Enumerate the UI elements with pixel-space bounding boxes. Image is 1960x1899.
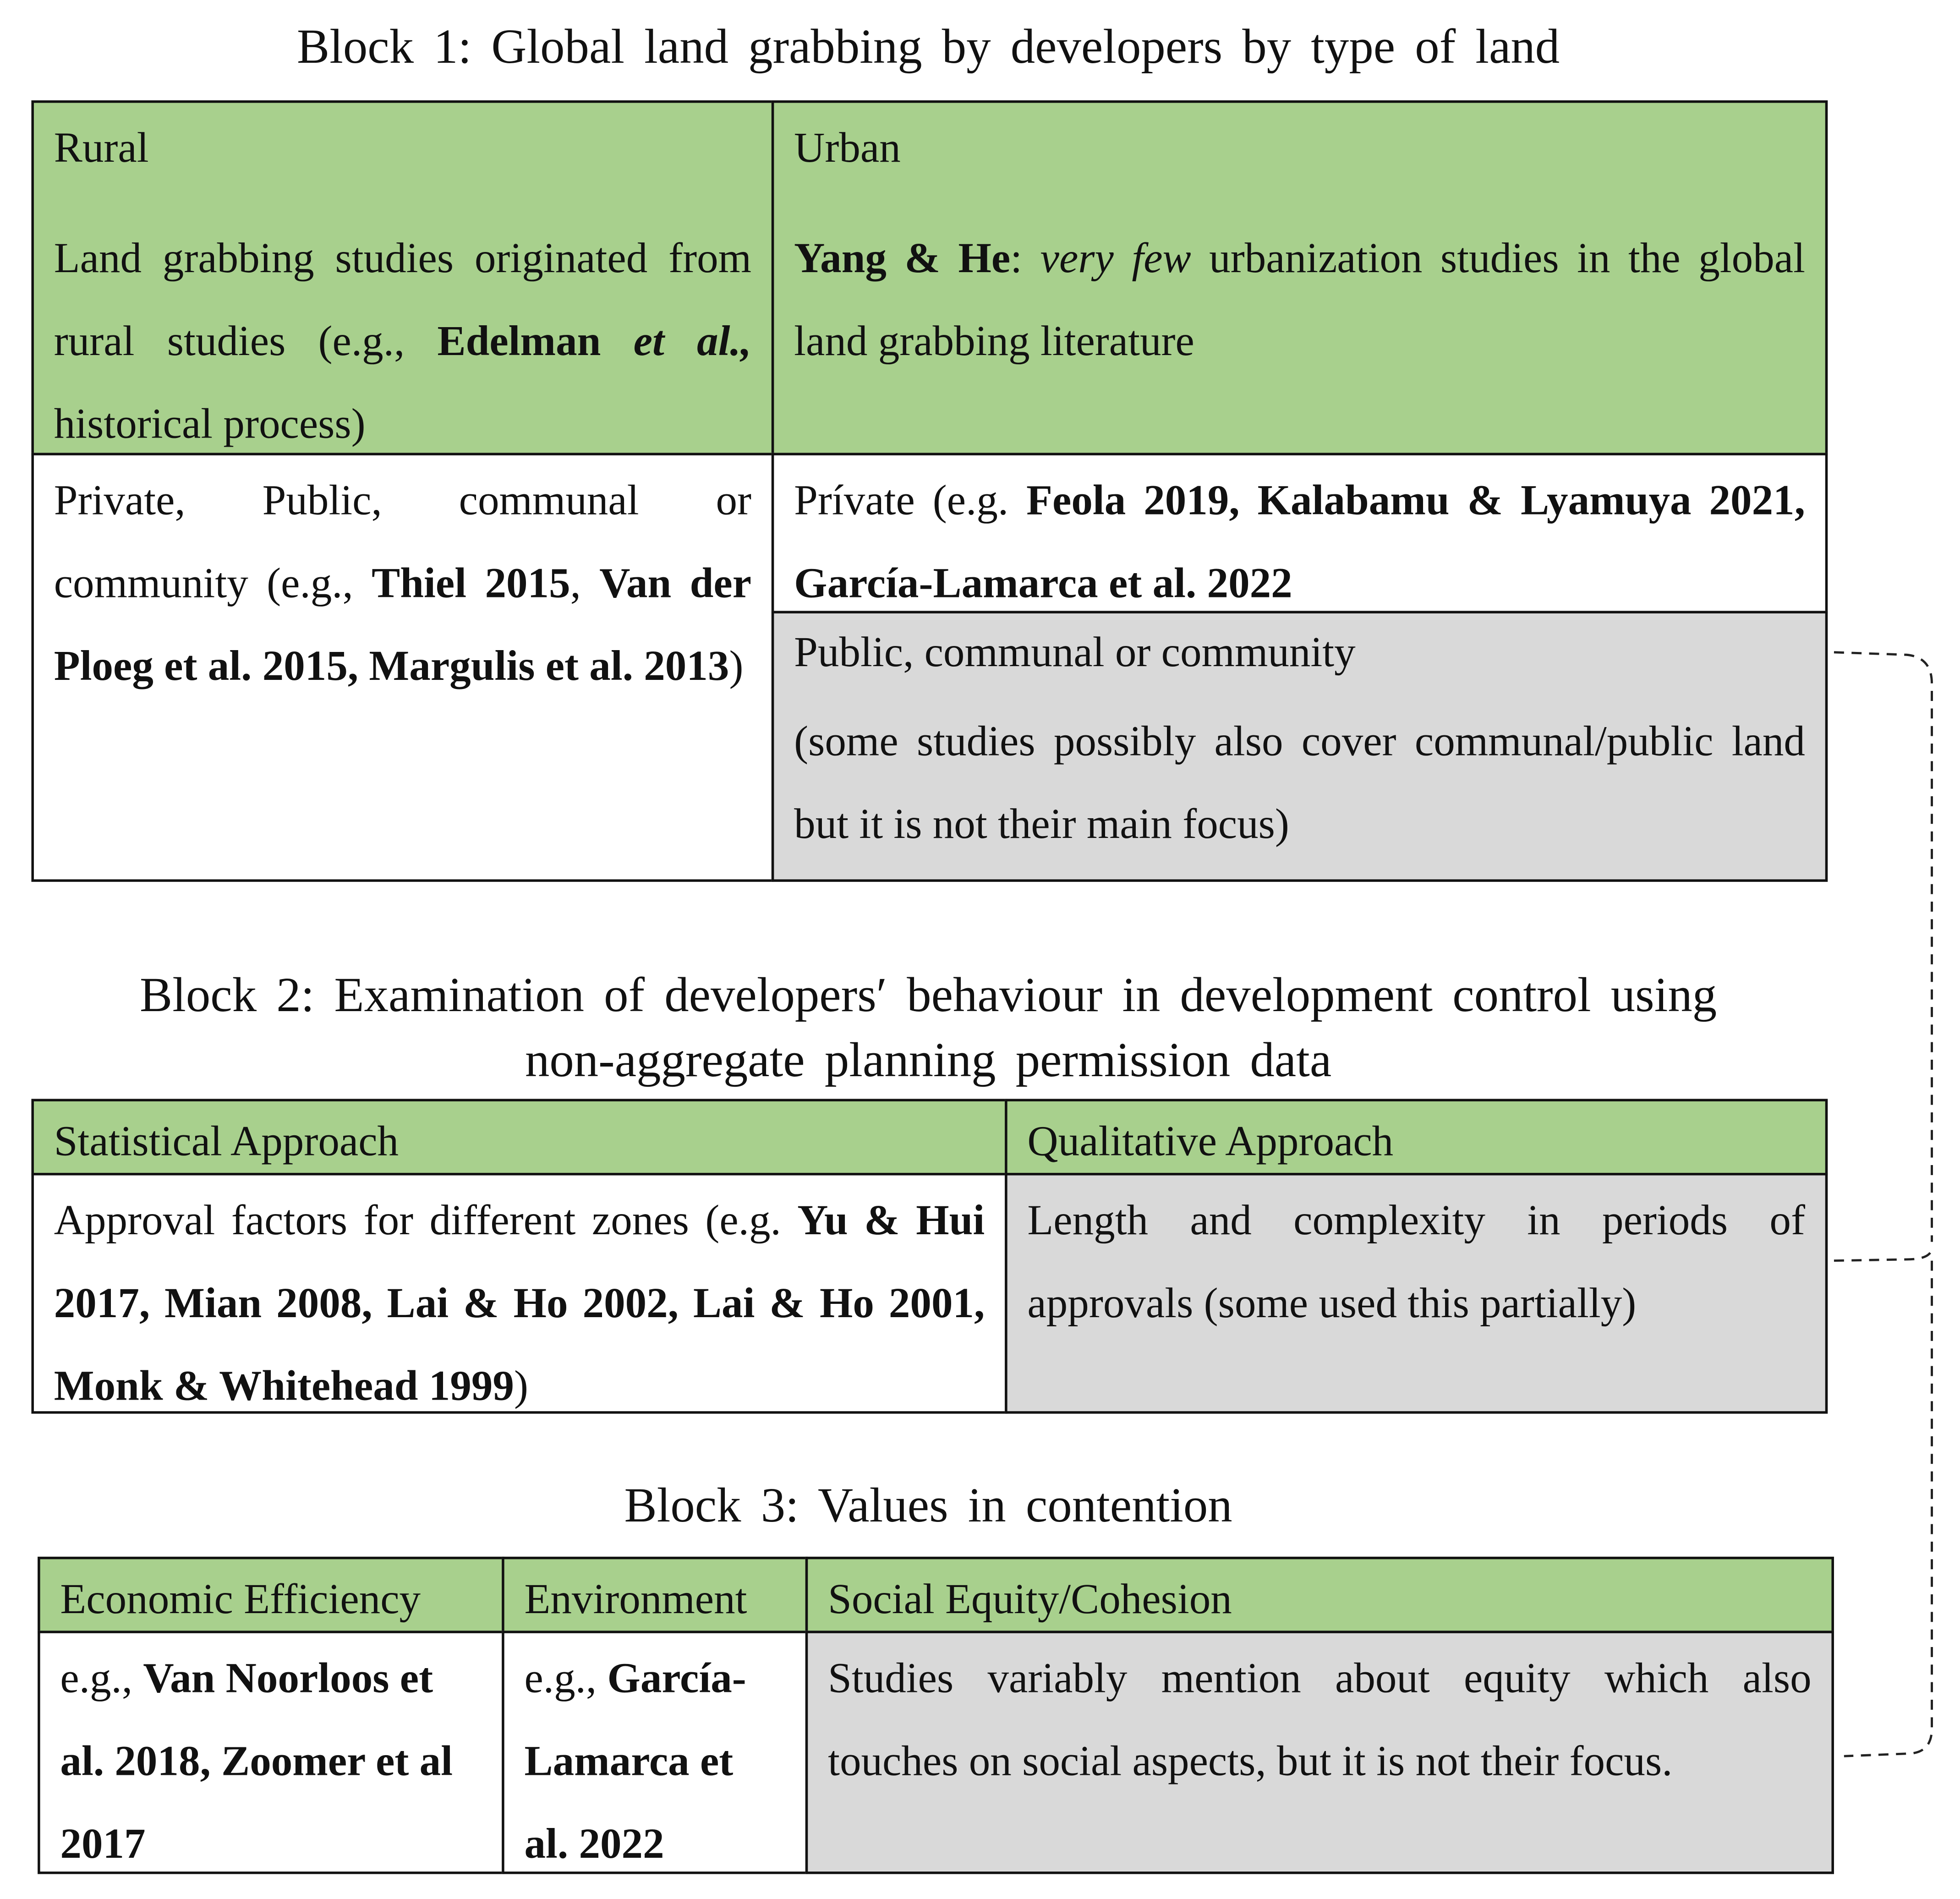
block3-title: Block 3: Values in contention — [624, 1479, 1232, 1533]
statistical-text: Approval factors for different zones (e.g. Yu & Hui 2017, Mian 2008, Lai & Ho 2002, Lai & Ho 2001, Monk & Whitehead 1999) — [54, 1198, 985, 1410]
urban-public-note: (some studies possibly also cover communal/public land but it is not their main focus) — [794, 718, 1805, 848]
qualitative-text: Length and complexity in periods of approvals (some used this partially) — [1027, 1198, 1805, 1327]
social-text: Studies variably mention about equity which also touches on social aspects, but it is not their focus. — [828, 1656, 1812, 1785]
rural-header: Rural — [54, 125, 149, 172]
urban-header: Urban — [794, 125, 901, 172]
block1-title: Block 1: Global land grabbing by developers by type of land — [297, 20, 1560, 74]
rural-description: Land grabbing studies originated from rural studies (e.g., Edelman et al., historical process) — [54, 235, 752, 448]
social-header: Social Equity/Cohesion — [828, 1576, 1232, 1623]
rural-land-types: Private, Public, communal or community (e.g., Thiel 2015, Van der Ploeg et al. 2015, Margulis et al. 2013) — [54, 478, 752, 690]
economic-header: Economic Efficiency — [60, 1576, 421, 1623]
urban-private-text: Prívate (e.g. Feola 2019, Kalabamu & Lyamuya 2021, García-Lamarca et al. 2022 — [794, 478, 1805, 607]
block2-title-line2: non-aggregate planning permission data — [525, 1034, 1332, 1088]
urban-public-title: Public, communal or community — [794, 629, 1356, 676]
qualitative-header: Qualitative Approach — [1027, 1119, 1394, 1166]
brace-bottom-arm — [1844, 1261, 1932, 1757]
environment-text: e.g., García-Lamarca et al. 2022 — [524, 1656, 746, 1868]
brace-top-arm — [1834, 652, 1932, 1242]
brace-middle-arm — [1834, 1249, 1932, 1261]
economic-text: e.g., Van Noorloos et al. 2018, Zoomer et al 2017 — [60, 1656, 453, 1868]
statistical-header: Statistical Approach — [54, 1119, 399, 1166]
block2-title-line1: Block 2: Examination of developers′ behaviour in development control using — [140, 968, 1717, 1023]
environment-header: Environment — [524, 1576, 747, 1623]
urban-description: Yang & He: very few urbanization studies in the global land grabbing literature — [794, 235, 1805, 365]
